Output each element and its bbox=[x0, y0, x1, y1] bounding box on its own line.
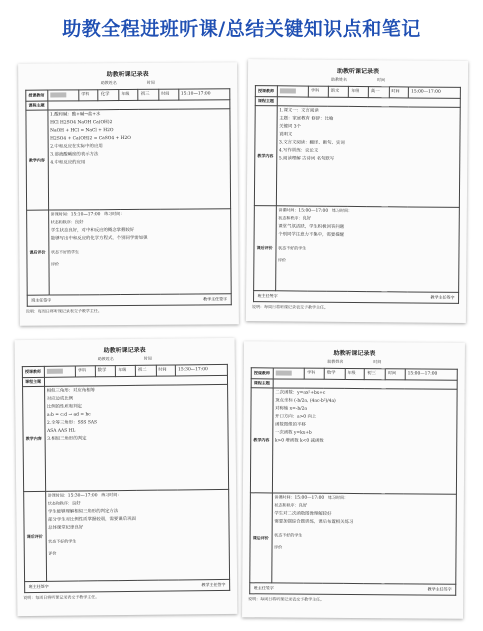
exercise-time-label: 练习时间 bbox=[331, 207, 348, 213]
time-label: 时间 bbox=[159, 89, 179, 100]
sheet-title: 助教听课记录表 bbox=[336, 67, 380, 76]
content-line: 1.课文一：文言阅读 bbox=[279, 108, 319, 114]
teacher-label: 授课教师 bbox=[255, 86, 277, 97]
evaluation-label: 课后评价 bbox=[23, 491, 46, 581]
page-title: 助教全程进班听课/总结关键知识点和笔记 bbox=[62, 18, 421, 40]
lecture-time-value: 15:30—17:00 bbox=[176, 364, 228, 376]
exercise-time-label: 练习时间 bbox=[328, 494, 345, 500]
subject-label: 学科 bbox=[79, 90, 99, 101]
director-label: 教学主任签字 bbox=[203, 296, 228, 302]
teacher-label: 授课教师 bbox=[25, 90, 47, 101]
content-line: 顶点坐标 (-b/2a, (4ac-b²)/4a) bbox=[275, 398, 336, 404]
content-line: 主题：家庭教育 修辞：比喻 bbox=[279, 116, 334, 122]
content-line: 函数图像的平移 bbox=[274, 422, 306, 428]
lecture-time-value: 15:00—17:00 bbox=[409, 87, 461, 98]
director-label: 教学主任签字 bbox=[427, 586, 452, 592]
sheet-title: 助教听课记录表 bbox=[333, 349, 376, 358]
name-label: 助教姓名 bbox=[327, 358, 344, 364]
subject-value: 数学 bbox=[324, 368, 345, 379]
eval-line: 学生对二次函数图像理解较好 bbox=[274, 511, 332, 517]
status-value: 良好 bbox=[302, 216, 312, 222]
time-label: 时间 bbox=[143, 355, 152, 361]
status-label: 状态和秩序 bbox=[278, 215, 299, 221]
signature-label: 班主任签字 bbox=[28, 583, 49, 590]
eval-line: 总体课堂纪律良好 bbox=[48, 525, 84, 531]
content-line: 相似三角形：对应角相等 bbox=[46, 388, 96, 394]
sheet-note: 说明：每周日将听课记录表交予教学主任。 bbox=[248, 596, 325, 602]
eval-line: 学生能够理解相似三角形的判定方法 bbox=[47, 509, 119, 515]
time-label: 时间 bbox=[376, 77, 385, 83]
name-label: 助教姓名 bbox=[100, 80, 117, 86]
time-label: 时间 bbox=[385, 369, 405, 380]
record-table: 授课教师 学科 数学 年级 初三 时间 15:00—17:00 课程主题 教学内容 二次函数：y=ax²+bx+c 顶点坐标 (-b/2a, (4ac-b²)/4a) 对称轴 x=-b/2a 开口方向：a>0 向上 函数图像的平移 一次函数 y=kx+b k>0 增函数 k<0 减函数 课后评价 讲课时间：15:00—17:00 练习时间： 状态和秩序：良好 学生对二次函数图像理解较好 需要加强综合题训练，课后布置相关练习 状态不好的学生 评价 bbox=[249, 367, 458, 584]
subject-value: 化学 bbox=[98, 90, 119, 101]
status-label: 状态和秩序 bbox=[50, 219, 71, 225]
problems-label: 状态不好的学生 bbox=[274, 532, 303, 538]
content-line: ASA AAS HL bbox=[47, 428, 76, 434]
evaluation-label: 课后评价 bbox=[249, 493, 272, 583]
problems-label: 状态不好的学生 bbox=[50, 249, 79, 255]
lecture-time-label: 讲课时间 bbox=[50, 211, 67, 217]
content-line: 4.中和反应的应用 bbox=[50, 160, 86, 166]
content-line: H2SO4 + Ca(OH)2 = CaSO4 + H2O bbox=[50, 135, 131, 142]
subject-label: 学科 bbox=[308, 86, 328, 97]
time-label: 时间 bbox=[373, 359, 382, 365]
grade-label: 年级 bbox=[349, 86, 369, 97]
record-table: 授课教师 学科 数学 年级 初二 时间 15:30—17:00 课程主题 教学内容 相似三角形：对应角相等 对应边成比例 比例的性质和判定 a:b = c:d → ad = bc 2.全等三角形：SSS SAS ASA AAS HL 3.相似三角形的判定 课后评价 讲课时间：15:30—17:00 练习时间： 状态和秩序：良好 学生能够理解相似三角形的判定方法 部分学生对比例性质掌握较弱，需要课后巩固 总体课堂纪律良好 状态不好的学生 评价 bbox=[21, 364, 230, 582]
content-line: 1.酸和碱：酸+碱→盐+水 bbox=[49, 112, 101, 118]
lecture-time-value: 15:00—17:00 bbox=[405, 369, 458, 380]
subject-value: 数学 bbox=[95, 366, 116, 377]
grade-value: 初三 bbox=[365, 369, 386, 380]
signature-label: 班主任签字 bbox=[31, 297, 52, 303]
content-line: 3.文言文阅读：翻译、断句、实词 bbox=[278, 140, 345, 146]
teacher-label: 授课教师 bbox=[251, 368, 273, 379]
eval-line: 部分学生对比例性质掌握较弱，需要课后巩固 bbox=[48, 516, 136, 523]
record-sheet bbox=[18, 62, 239, 326]
content-line: 对应边成比例 bbox=[46, 396, 74, 402]
problems-label: 状态不好的学生 bbox=[48, 538, 77, 544]
name-label: 助教姓名 bbox=[97, 356, 114, 362]
content-line: NaOH + HCl = NaCl + H2O bbox=[50, 128, 114, 134]
time-label: 时间 bbox=[156, 365, 176, 376]
time-label: 时间 bbox=[146, 79, 155, 85]
grade-label: 年级 bbox=[345, 368, 365, 379]
content-line: 对称轴 x=-b/2a bbox=[275, 406, 308, 412]
content-line: 比例的性质和判定 bbox=[46, 404, 83, 410]
time-label: 时间 bbox=[389, 87, 409, 98]
content-line: 5.阅读理解 古诗词 名句默写 bbox=[278, 156, 335, 162]
content-label: 教学内容 bbox=[250, 388, 273, 493]
signature-label: 班主任签字 bbox=[253, 585, 274, 591]
content-line: 3.相似三角形的判定 bbox=[47, 436, 87, 442]
redacted-mark bbox=[279, 88, 295, 93]
record-sheet bbox=[246, 59, 468, 323]
sheet-title: 助教听课记录表 bbox=[106, 70, 149, 79]
director-label: 教学主任签字 bbox=[430, 294, 455, 300]
status-value: 良好 bbox=[71, 501, 81, 507]
lecture-time-label: 讲课时间 bbox=[47, 492, 64, 498]
grade-label: 年级 bbox=[119, 89, 139, 100]
content-line: a:b = c:d → ad = bc bbox=[46, 412, 91, 418]
exercise-time-label: 练习时间 bbox=[104, 211, 121, 217]
grade-value: 初三 bbox=[138, 89, 159, 100]
content-label: 教学内容 bbox=[254, 106, 277, 206]
subject-label: 学科 bbox=[305, 368, 325, 379]
content-line: 二次函数：y=ax²+bx+c bbox=[275, 390, 326, 396]
lecture-time: 15:30—17:00 bbox=[67, 493, 98, 499]
content-line: 2.中和反应在实际中的应用 bbox=[50, 144, 103, 150]
review-label: 评价 bbox=[51, 261, 60, 267]
lecture-time-label: 讲课时间 bbox=[278, 207, 295, 213]
review-label: 评价 bbox=[274, 544, 283, 550]
lecture-time-value: 15:10—17:00 bbox=[178, 89, 230, 100]
content-line: 3.溶液酸碱度的表示方法 bbox=[50, 152, 99, 158]
signature-label: 班主任签字 bbox=[257, 293, 278, 299]
content-line: 关键词 3个 bbox=[279, 124, 301, 130]
status-value: 良好 bbox=[298, 503, 308, 509]
record-table: 授课教师 学科 化学 年级 初三 时间 15:10—17:00 课程主题 教学内容 1.酸和碱：酸+碱→盐+水 HCl H2SO4 NaOH Ca(OH)2 NaOH + HCl = NaCl + H2O H2SO4 + Ca(OH)2 = CaSO4 + H2O 2.中和反应在实际中的应用 3.溶液酸碱度的表示方法 4.中和反应的应用 课后评价 讲课时间：15:10—17:00 练习时间： 状态和秩序：良好 学生状态良好，对中和反应的概念掌握较好 能够写出中和反应的化学方程式，个别同学需加强 状态不好的学生 评价 bbox=[25, 88, 232, 295]
name-label: 助教姓名 bbox=[330, 76, 347, 82]
grade-value: 高一 bbox=[368, 87, 389, 98]
content-line: 4.写作训练：议论文 bbox=[278, 148, 319, 154]
eval-line: 能够写出中和反应的化学方程式，个别同学需加强 bbox=[50, 235, 148, 242]
record-sheet bbox=[242, 341, 465, 619]
topic-label: 课程主题 bbox=[22, 377, 44, 386]
content-line: 一次函数 y=kx+b bbox=[274, 430, 312, 436]
teacher-label: 授课教师 bbox=[22, 366, 44, 377]
sheet-note: 说明：每周日将听课记录表交予教学主任。 bbox=[25, 308, 102, 314]
content-label: 教学内容 bbox=[22, 386, 45, 491]
exercise-time-label: 练习时间 bbox=[101, 492, 118, 498]
content-line: k>0 增函数 k<0 减函数 bbox=[274, 438, 324, 444]
lecture-time: 15:10—17:00 bbox=[70, 212, 101, 218]
content-line: HCl H2SO4 NaOH Ca(OH)2 bbox=[50, 120, 113, 126]
evaluation-label: 课后评价 bbox=[253, 206, 276, 291]
record-sheet bbox=[15, 338, 238, 616]
grade-label: 年级 bbox=[116, 365, 136, 376]
eval-line: 学生状态良好，对中和反应的概念掌握较好 bbox=[50, 227, 135, 234]
topic-label: 课程主题 bbox=[25, 101, 47, 110]
redacted-mark bbox=[50, 92, 66, 97]
redacted-mark bbox=[275, 370, 291, 375]
eval-line: 个别同学注意力不集中，需要提醒 bbox=[278, 232, 345, 238]
status-label: 状态和秩序 bbox=[274, 502, 295, 508]
redacted-mark bbox=[46, 368, 62, 373]
lecture-time-label: 讲课时间 bbox=[274, 494, 291, 500]
director-label: 教学主任签字 bbox=[201, 581, 226, 588]
sheet-note: 说明：每周日将听课记录表交予教学主任。 bbox=[251, 304, 329, 310]
subject-value: 语文 bbox=[328, 86, 349, 97]
eval-line: 课堂气氛活跃，学生积极回答问题 bbox=[278, 224, 345, 230]
sheet-note: 说明：每周日将听课记录表交予教学主任。 bbox=[23, 594, 100, 601]
review-label: 评价 bbox=[48, 550, 57, 556]
status-label: 状态和秩序 bbox=[47, 500, 68, 506]
subject-label: 学科 bbox=[75, 366, 95, 377]
record-table: 授课教师 学科 语文 年级 高一 时间 15:00—17:00 课程主题 教学内容 1.课文一：文言阅读 主题：家庭教育 修辞：比喻 关键词 3个 说明文 3.文言文阅读：翻译、断句、实词 4.写作训练：议论文 5.阅读理解 古诗词 名句默写 课后评价 讲课时间：15:00—17:00 练习时间： 状态和秩序：良好 课堂气氛活跃，学生积极回答问题 个别同学注意力不集中，需要提醒 状态不好的学生 评价 bbox=[253, 85, 462, 293]
sheet-title: 助教听课记录表 bbox=[103, 346, 146, 355]
topic-label: 课程主题 bbox=[251, 379, 273, 388]
evaluation-label: 课后评价 bbox=[26, 210, 49, 295]
status-value: 良好 bbox=[74, 220, 84, 226]
review-label: 评价 bbox=[277, 257, 287, 263]
content-label: 教学内容 bbox=[25, 110, 48, 210]
eval-line: 需要加强综合题训练，课后布置相关练习 bbox=[274, 519, 354, 526]
lecture-time: 15:00—17:00 bbox=[298, 208, 329, 214]
content-line: 说明文 bbox=[279, 132, 293, 138]
content-line: 开口方向：a>0 向上 bbox=[275, 414, 317, 420]
content-line: 2.全等三角形：SSS SAS bbox=[47, 420, 98, 426]
problems-label: 状态不好的学生 bbox=[278, 245, 307, 251]
lecture-time: 15:00—17:00 bbox=[294, 495, 325, 501]
grade-value: 初二 bbox=[135, 365, 156, 376]
topic-label: 课程主题 bbox=[255, 97, 277, 106]
